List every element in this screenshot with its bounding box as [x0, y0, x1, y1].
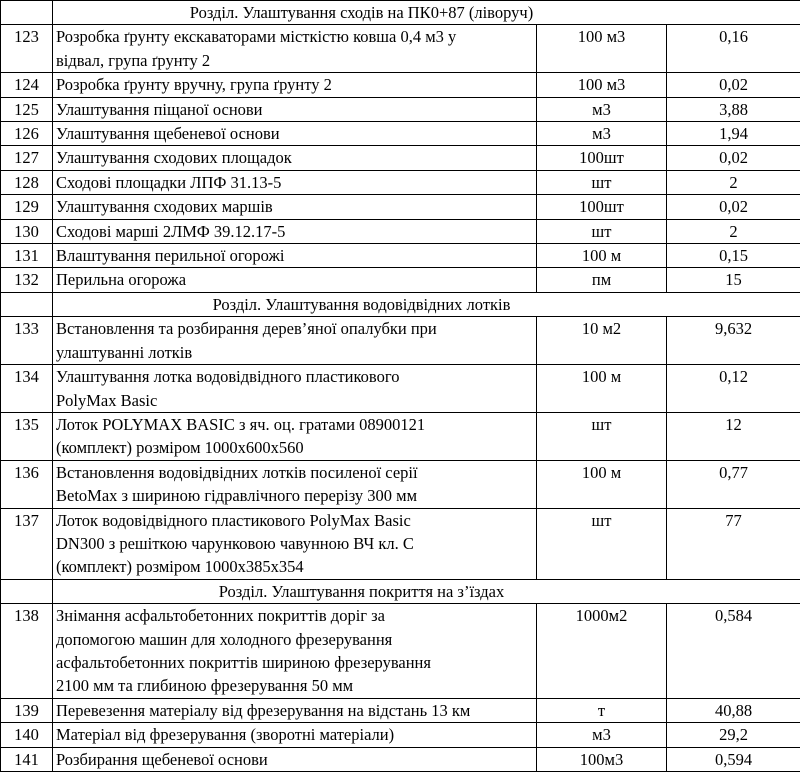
quantity-value: 0,02 [667, 146, 800, 170]
quantity-value: 0,15 [667, 244, 800, 268]
table-row [1, 317, 800, 365]
row-number: 128 [1, 170, 53, 194]
quantity-value: 77 [667, 508, 800, 579]
unit-of-measure: 100шт [537, 195, 667, 219]
table-row [1, 122, 800, 146]
section-row [1, 292, 800, 316]
unit-of-measure: м3 [537, 97, 667, 121]
work-description: Встановлення та розбирання дерев’яної опалубки при улаштуванні лотків [53, 317, 537, 365]
unit-of-measure: 100шт [537, 146, 667, 170]
work-description: Лоток POLYMAX BASIC з яч. оц. гратами 08900121 (комплект) розміром 1000x600x560 [53, 412, 537, 460]
quantity-value: 2 [667, 219, 800, 243]
quantity-value: 12 [667, 412, 800, 460]
unit-of-measure: т [537, 698, 667, 722]
work-description: Розбирання щебеневої основи [53, 747, 537, 771]
row-number: 124 [1, 73, 53, 97]
unit-of-measure: 10 м2 [537, 317, 667, 365]
table-row [1, 698, 800, 722]
row-number: 125 [1, 97, 53, 121]
table-row [1, 195, 800, 219]
quantity-value: 0,12 [667, 365, 800, 413]
quantity-value: 0,77 [667, 460, 800, 508]
work-description: Улаштування щебеневої основи [53, 122, 537, 146]
row-number: 126 [1, 122, 53, 146]
work-description: Улаштування сходових площадок [53, 146, 537, 170]
work-description: Улаштування сходових маршів [53, 195, 537, 219]
quantity-value: 3,88 [667, 97, 800, 121]
row-number: 141 [1, 747, 53, 771]
section-title: Розділ. Улаштування сходів на ПК0+87 (ліворуч) [53, 1, 800, 25]
row-number: 138 [1, 604, 53, 699]
unit-of-measure: 100м3 [537, 747, 667, 771]
table-row [1, 244, 800, 268]
row-number: 130 [1, 219, 53, 243]
row-number: 127 [1, 146, 53, 170]
unit-of-measure: 100 м [537, 244, 667, 268]
work-description: Лоток водовідвідного пластикового PolyMax Basic DN300 з решіткою чарунковою чавунною ВЧ кл. С (комплект) розміром 1000x385x354 [53, 508, 537, 579]
unit-of-measure: 1000м2 [537, 604, 667, 699]
quantity-value: 9,632 [667, 317, 800, 365]
section-row [1, 579, 800, 603]
table-row [1, 170, 800, 194]
table-row [1, 460, 800, 508]
table-row [1, 412, 800, 460]
row-number: 139 [1, 698, 53, 722]
section-title: Розділ. Улаштування водовідвідних лотків [53, 292, 800, 316]
row-number: 123 [1, 25, 53, 73]
work-description: Улаштування піщаної основи [53, 97, 537, 121]
unit-of-measure: 100 м3 [537, 25, 667, 73]
quantity-value: 0,02 [667, 195, 800, 219]
section-row [1, 1, 800, 25]
table-row [1, 604, 800, 699]
work-description: Розробка ґрунту екскаваторами місткістю ковша 0,4 м3 у відвал, група ґрунту 2 [53, 25, 537, 73]
works-table-body [1, 1, 800, 772]
unit-of-measure: м3 [537, 723, 667, 747]
work-description: Розробка ґрунту вручну, група ґрунту 2 [53, 73, 537, 97]
row-number: 133 [1, 317, 53, 365]
table-row [1, 73, 800, 97]
section-number-cell [1, 292, 53, 316]
table-row [1, 146, 800, 170]
quantity-value: 0,02 [667, 73, 800, 97]
unit-of-measure: шт [537, 170, 667, 194]
quantity-value: 0,594 [667, 747, 800, 771]
work-description: Матеріал від фрезерування (зворотні матеріали) [53, 723, 537, 747]
quantity-value: 1,94 [667, 122, 800, 146]
row-number: 134 [1, 365, 53, 413]
table-row [1, 747, 800, 771]
row-number: 140 [1, 723, 53, 747]
table-row [1, 97, 800, 121]
row-number: 136 [1, 460, 53, 508]
work-description: Знімання асфальтобетонних покриттів доріг за допомогою машин для холодного фрезерування асфальтобетонних покриттів шириною фрезерування 2100 мм та глибиною фрезерування 50 мм [53, 604, 537, 699]
unit-of-measure: шт [537, 412, 667, 460]
unit-of-measure: 100 м [537, 365, 667, 413]
work-description: Сходові марші 2ЛМФ 39.12.17-5 [53, 219, 537, 243]
quantity-value: 0,584 [667, 604, 800, 699]
row-number: 131 [1, 244, 53, 268]
quantity-value: 2 [667, 170, 800, 194]
unit-of-measure: шт [537, 508, 667, 579]
table-row [1, 219, 800, 243]
row-number: 132 [1, 268, 53, 292]
unit-of-measure: пм [537, 268, 667, 292]
table-row [1, 508, 800, 579]
work-description: Улаштування лотка водовідвідного пластикового PolyMax Basic [53, 365, 537, 413]
unit-of-measure: 100 м [537, 460, 667, 508]
row-number: 129 [1, 195, 53, 219]
quantity-value: 29,2 [667, 723, 800, 747]
work-description: Перевезення матеріалу від фрезерування на відстань 13 км [53, 698, 537, 722]
table-row [1, 268, 800, 292]
work-description: Перильна огорожа [53, 268, 537, 292]
row-number: 137 [1, 508, 53, 579]
quantity-value: 15 [667, 268, 800, 292]
table-row [1, 365, 800, 413]
unit-of-measure: 100 м3 [537, 73, 667, 97]
unit-of-measure: шт [537, 219, 667, 243]
table-row [1, 25, 800, 73]
section-title: Розділ. Улаштування покриття на з’їздах [53, 579, 800, 603]
unit-of-measure: м3 [537, 122, 667, 146]
quantity-value: 0,16 [667, 25, 800, 73]
row-number: 135 [1, 412, 53, 460]
quantity-value: 40,88 [667, 698, 800, 722]
section-number-cell [1, 1, 53, 25]
work-description: Встановлення водовідвідних лотків посиленої серії BetoMax з шириною гідравлічного перерізу 300 мм [53, 460, 537, 508]
work-description: Сходові площадки ЛПФ 31.13-5 [53, 170, 537, 194]
section-number-cell [1, 579, 53, 603]
work-description: Влаштування перильної огорожі [53, 244, 537, 268]
table-row [1, 723, 800, 747]
